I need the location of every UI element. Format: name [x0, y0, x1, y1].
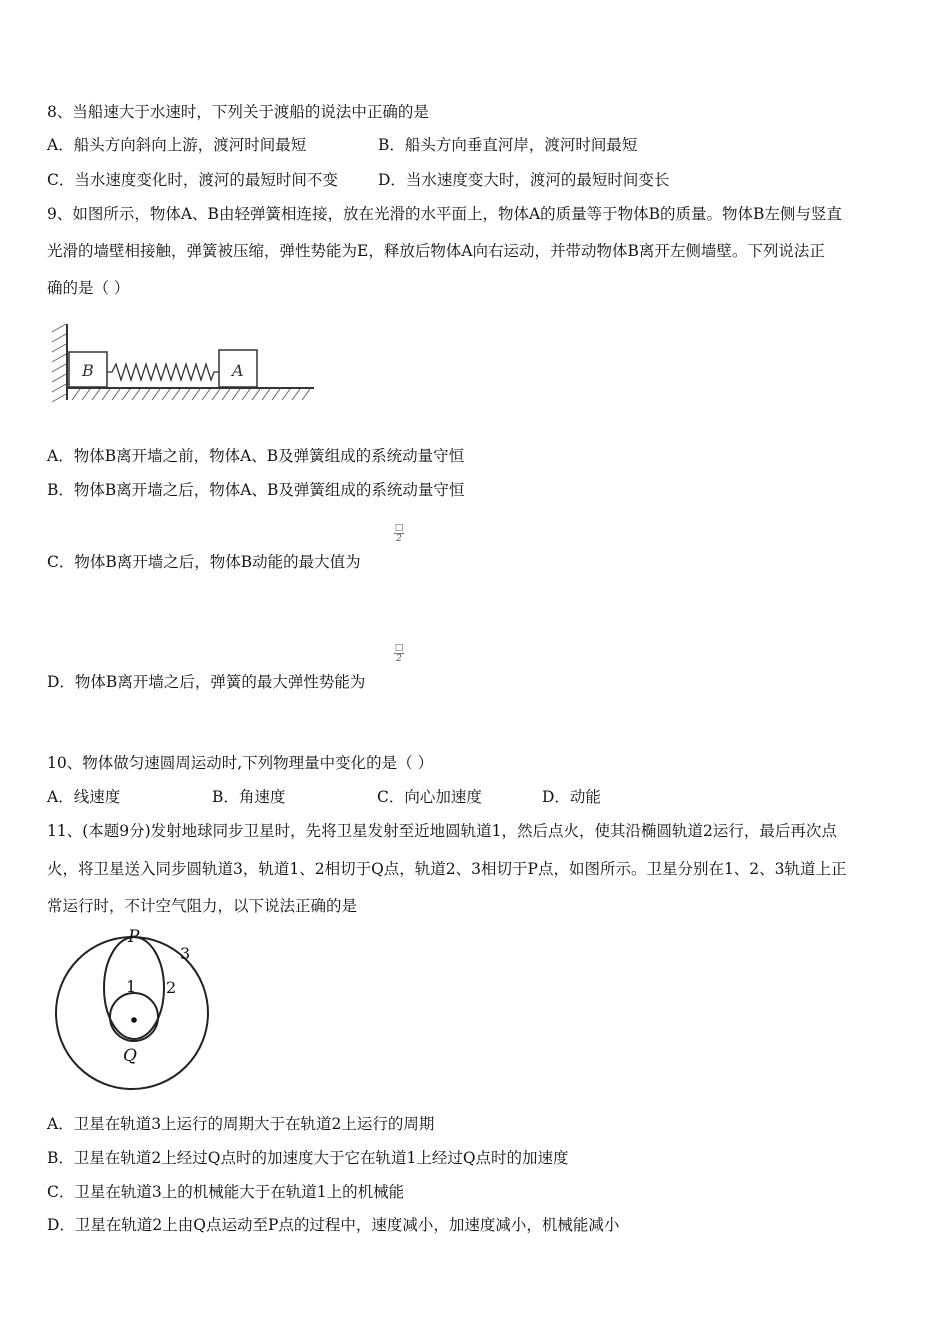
q9-option-a: A．物体B离开墙之前，物体A、B及弹簧组成的系统动量守恒 [47, 447, 465, 465]
q9-option-d-frac-den: 2 [396, 654, 402, 664]
q9-spring-figure [44, 320, 319, 408]
block-a-label: A [232, 361, 244, 380]
q9-stem-line-3: 确的是（ ） [47, 279, 130, 297]
q8-option-d: D．当水速度变大时，渡河的最短时间变长 [378, 171, 670, 189]
earth-dot [131, 1017, 137, 1023]
point-q-label: Q [123, 1046, 137, 1066]
q8-stem: 8、当船速大于水速时，下列关于渡船的说法中正确的是 [47, 103, 429, 121]
q10-stem: 10、物体做匀速圆周运动时,下列物理量中变化的是（ ） [47, 754, 434, 772]
q11-option-a: A．卫星在轨道3上运行的周期大于在轨道2上运行的周期 [47, 1115, 435, 1133]
point-p-label: P [128, 927, 140, 947]
q9-option-c-fraction [394, 523, 404, 544]
spring [107, 364, 219, 380]
orbit-2-label: 2 [166, 978, 177, 997]
q8-option-c: C．当水速度变化时，渡河的最短时间不变 [47, 171, 338, 189]
q9-option-d: D．物体B离开墙之后，弹簧的最大弹性势能为 [47, 673, 366, 691]
orbit-1 [110, 993, 158, 1041]
q10-option-d: D．动能 [542, 788, 601, 806]
q8-option-b: B．船头方向垂直河岸，渡河时间最短 [378, 136, 638, 154]
q9-option-c: C．物体B离开墙之后，物体B动能的最大值为 [47, 553, 361, 571]
q11-orbit-figure [50, 925, 220, 1095]
q11-option-b: B．卫星在轨道2上经过Q点时的加速度大于它在轨道1上经过Q点时的加速度 [47, 1149, 569, 1167]
q10-option-a: A．线速度 [47, 788, 121, 806]
q10-option-c: C．向心加速度 [377, 788, 482, 806]
block-b-label: B [82, 361, 94, 380]
q11-stem-line-2: 火，将卫星送入同步圆轨道3，轨道1、2相切于Q点，轨道2、3相切于P点，如图所示。卫星分别在1、2、3轨道上正 [47, 860, 847, 878]
q11-stem-line-3: 常运行时，不计空气阻力，以下说法正确的是 [47, 897, 358, 915]
orbit-1-label: 1 [126, 977, 137, 996]
q11-option-c: C．卫星在轨道3上的机械能大于在轨道1上的机械能 [47, 1183, 405, 1201]
q11-stem-line-1: 11、(本题9分)发射地球同步卫星时，先将卫星发射至近地圆轨道1，然后点火，使其沿椭圆轨道2运行，最后再次点 [47, 822, 837, 840]
q9-option-c-frac-den: 2 [396, 534, 402, 544]
q10-option-b: B．角速度 [212, 788, 286, 806]
q9-stem-line-1: 9、如图所示，物体A、B由轻弹簧相连接，放在光滑的水平面上，物体A的质量等于物体B的质量。物体B左侧与竖直 [47, 205, 842, 223]
orbit-3-label: 3 [180, 944, 191, 963]
q9-option-d-frac-num: □ [394, 643, 404, 653]
q9-stem-line-2: 光滑的墙壁相接触，弹簧被压缩，弹性势能为E，释放后物体A向右运动，并带动物体B离开左侧墙壁。下列说法正 [47, 242, 825, 260]
q11-option-d: D．卫星在轨道2上由Q点运动至P点的过程中，速度减小，加速度减小，机械能减小 [47, 1216, 620, 1234]
q8-option-a: A．船头方向斜向上游，渡河时间最短 [47, 136, 307, 154]
q9-option-c-frac-num: □ [394, 523, 404, 533]
q9-option-d-fraction [394, 643, 404, 664]
q9-option-b: B．物体B离开墙之后，物体A、B及弹簧组成的系统动量守恒 [47, 481, 465, 499]
